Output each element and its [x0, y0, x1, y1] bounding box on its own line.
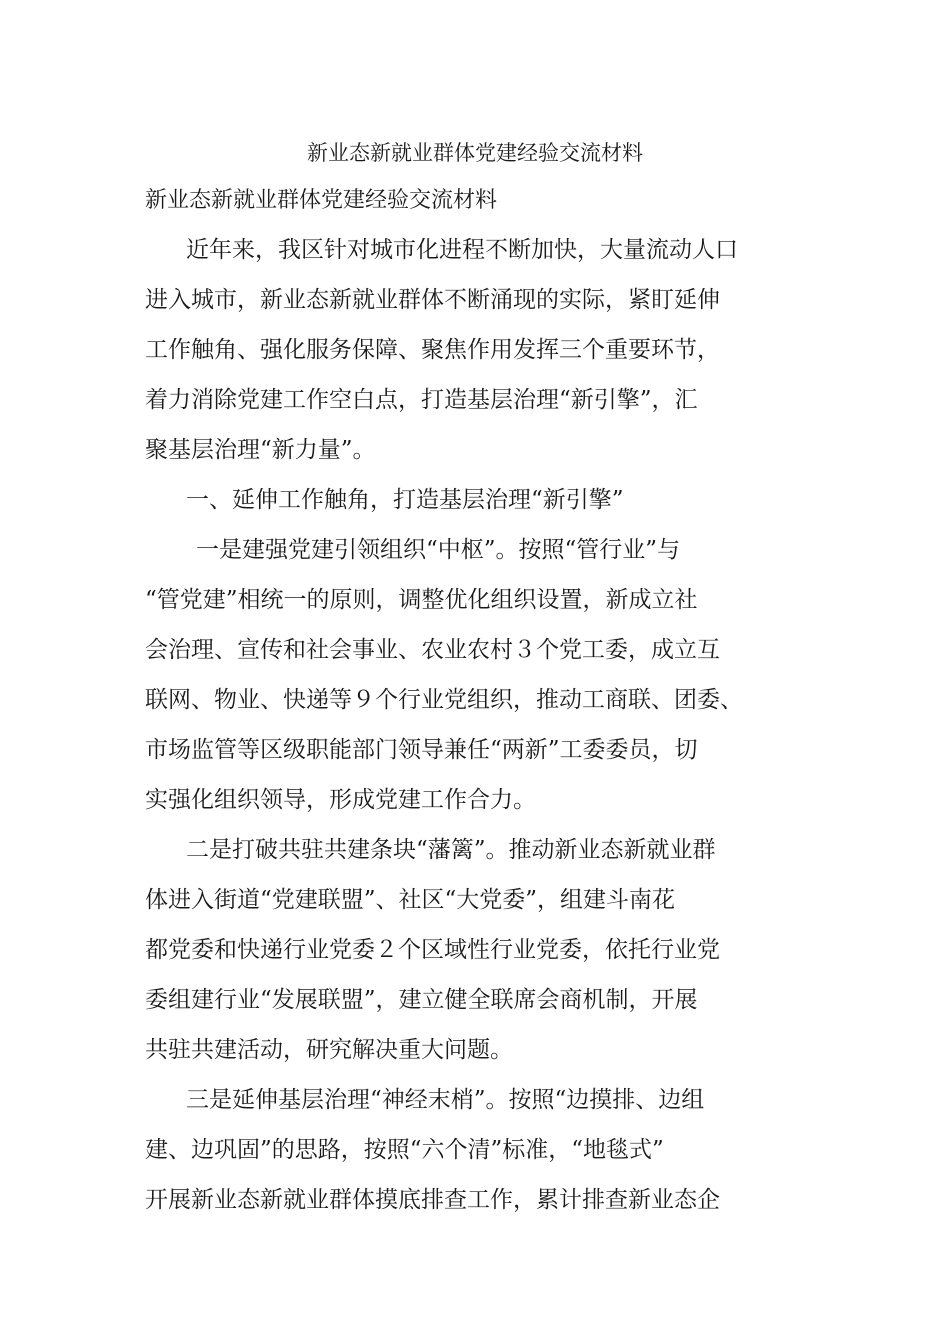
paragraph-one-line-2: “管党建”相统一的原则，调整优化组织设置，新成立社: [145, 587, 698, 613]
paragraph-two-line-4: 委组建行业“发展联盟”，建立健全联席会商机制，开展: [145, 987, 698, 1013]
paragraph-intro-line-2: 进入城市，新业态新就业群体不断涌现的实际，紧盯延伸: [145, 287, 720, 313]
document-subtitle: 新业态新就业群体党建经验交流材料: [145, 188, 498, 213]
paragraph-intro-line-3: 工作触角、强化服务保障、聚焦作用发挥三个重要环节，: [145, 337, 720, 363]
paragraph-two-line-3: 都党委和快递行业党委２个区域性行业党委，依托行业党: [145, 937, 720, 963]
section-heading-1: 一、延伸工作触角，打造基层治理“新引擎”: [186, 487, 624, 513]
paragraph-one-line-5: 市场监管等区级职能部门领导兼任“两新”工委委员，切: [145, 737, 698, 763]
paragraph-three-line-1: 三是延伸基层治理“神经末梢”。按照“边摸排、边组: [186, 1087, 705, 1113]
paragraph-two-line-5: 共驻共建活动，研究解决重大问题。: [145, 1037, 513, 1063]
paragraph-intro-line-4: 着力消除党建工作空白点，打造基层治理“新引擎”，汇: [145, 387, 698, 413]
paragraph-one-line-1: 一是建强党建引领组织“中枢”。按照“管行业”与: [196, 537, 681, 563]
paragraph-intro-line-5: 聚基层治理“新力量”。: [145, 437, 376, 463]
paragraph-two-line-1: 二是打破共驻共建条块“藩篱”。推动新业态新就业群: [186, 837, 716, 863]
paragraph-three-line-2: 建、边巩固”的思路，按照“六个清”标准，“地毯式”: [145, 1137, 664, 1163]
document-title: 新业态新就业群体党建经验交流材料: [307, 141, 643, 165]
paragraph-one-line-4: 联网、物业、快递等９个行业党组织，推动工商联、团委、: [145, 687, 743, 713]
paragraph-intro-line-1: 近年来，我区针对城市化进程不断加快，大量流动人口: [186, 237, 738, 263]
paragraph-two-line-2: 体进入街道“党建联盟”、社区“大党委”，组建斗南花: [145, 887, 676, 913]
paragraph-one-line-3: 会治理、宣传和社会事业、农业农村３个党工委，成立互: [145, 637, 720, 663]
paragraph-three-line-3: 开展新业态新就业群体摸底排查工作，累计排查新业态企: [145, 1187, 720, 1213]
paragraph-one-line-6: 实强化组织领导，形成党建工作合力。: [145, 787, 536, 813]
